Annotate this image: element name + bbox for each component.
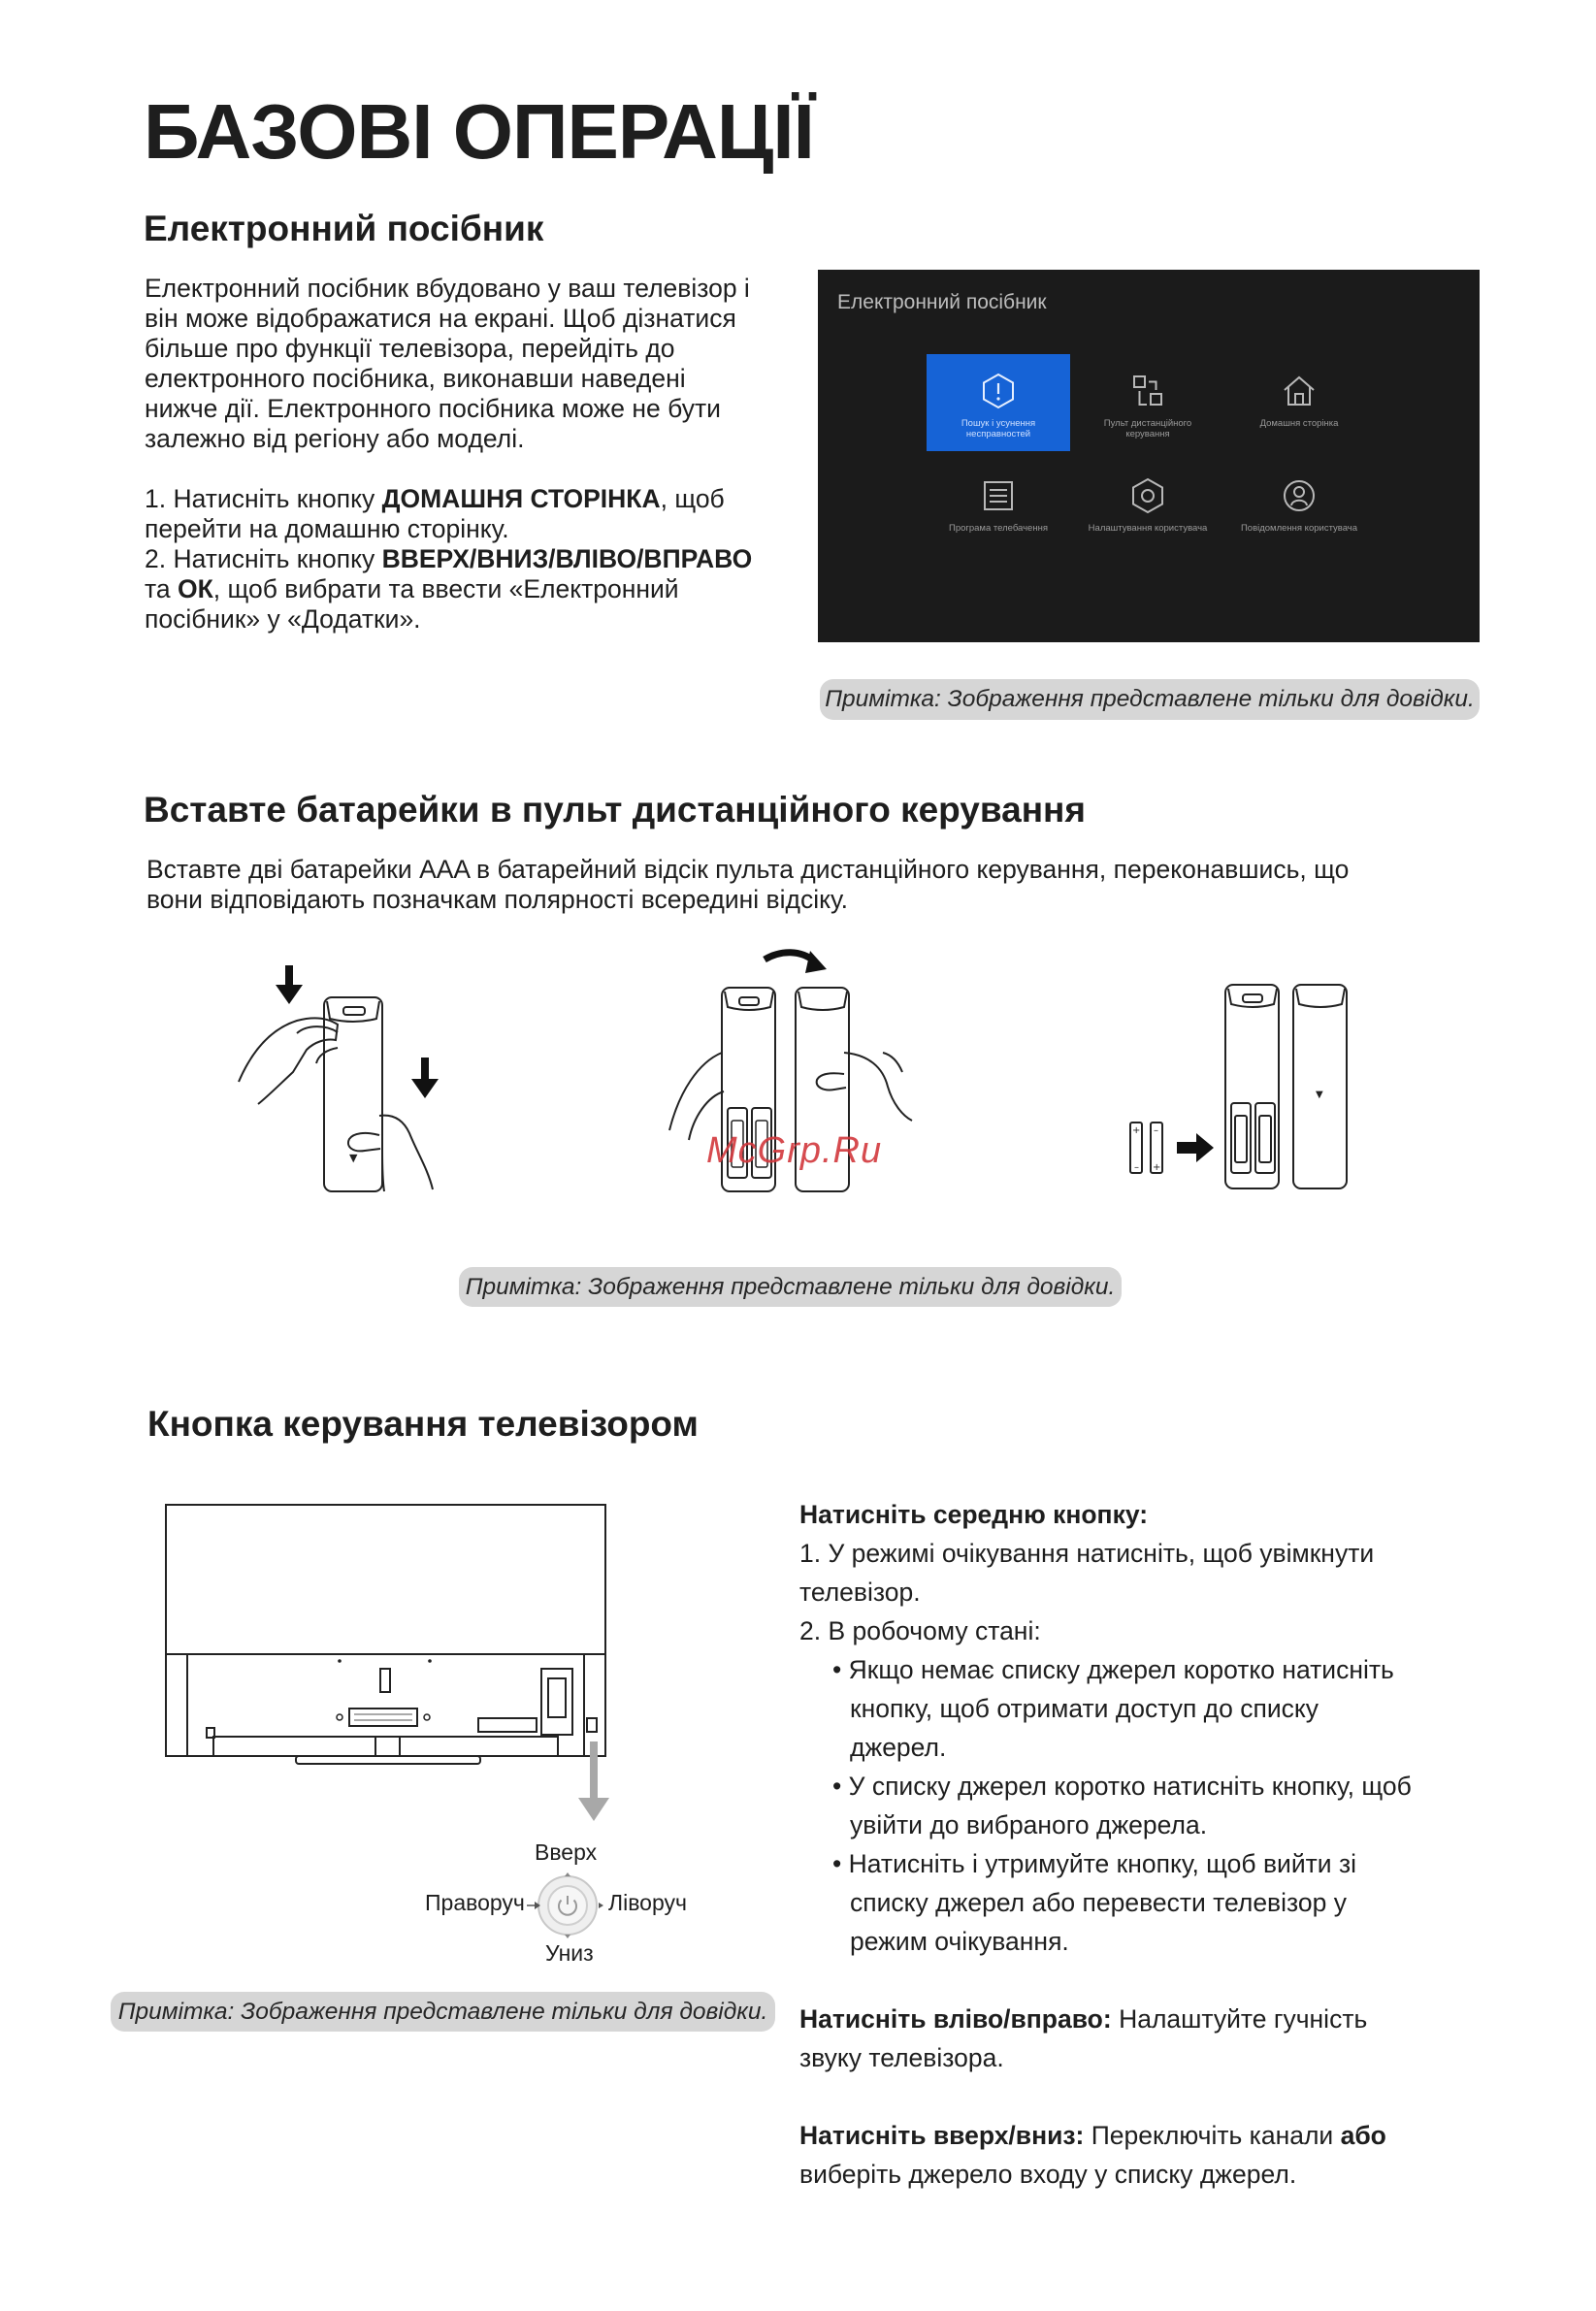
tile-label: Програма телебачення xyxy=(949,523,1048,534)
e-manual-screen xyxy=(818,270,1480,642)
tile-label: Пошук і усунення несправностей xyxy=(961,418,1036,439)
arrow-down-icon xyxy=(576,1741,611,1829)
note-tv-button: Примітка: Зображення представлене тільки для довідки. xyxy=(111,1992,775,2032)
middle-step-1: 1. У режимі очікування натисніть, щоб увімкнути телевізор. xyxy=(799,1539,1375,1607)
tile-label: Пульт дистанційного керування xyxy=(1103,418,1192,439)
svg-text:▼: ▼ xyxy=(1316,1090,1323,1100)
middle-button-heading: Натисніть середню кнопку: xyxy=(799,1500,1149,1529)
note-manual: Примітка: Зображення представлене тільки для довідки. xyxy=(820,679,1480,720)
tile-troubleshooting[interactable] xyxy=(927,354,1070,451)
home-icon xyxy=(1280,372,1319,410)
tv-rear-illustration xyxy=(160,1499,616,1790)
watermark: McGrp.Ru xyxy=(706,1130,883,1171)
left-right-instruction: Натисніть вліво/вправо: Налаштуйте гучність звуку телевізора. xyxy=(799,2004,1368,2072)
battery-text: Вставте дві батарейки AAA в батарейний відсік пульта дистанційного керування, переконавшись, що вони відповідають позначкам полярності всередині відсіку. xyxy=(147,855,1350,914)
direction-right-label: Ліворуч xyxy=(608,1890,687,1915)
manual-heading: Електронний посібник xyxy=(144,209,544,248)
direction-left-label: Праворуч xyxy=(425,1890,525,1915)
svg-text:+: + xyxy=(1153,1162,1161,1173)
page-title: БАЗОВІ ОПЕРАЦІЇ xyxy=(144,88,814,175)
tile-home[interactable] xyxy=(1227,354,1371,451)
tile-user-settings[interactable] xyxy=(1076,459,1220,556)
note-battery: Примітка: Зображення представлене тільки для довідки. xyxy=(459,1267,1122,1307)
direction-down-label: Униз xyxy=(545,1940,594,1966)
manual-step-2: 2. Натисніть кнопку ВВЕРХ/ВНИЗ/ВЛІВО/ВПРАВО та ОК, щоб вибрати та ввести «Електронний посібник» у «Додатки». xyxy=(145,544,753,634)
direction-up-label: Вверх xyxy=(535,1839,598,1865)
manual-text xyxy=(145,274,765,635)
svg-text:–: – xyxy=(1134,1162,1139,1173)
manual-intro: Електронний посібник вбудовано у ваш телевізор і він може відображатися на екрані. Щоб дізнатися більше про функції телевізора, перейдіть до електронного посібника, виконавши наведені нижче дії. Електронного посібника може не бути залежно від регіону або моделі. xyxy=(145,274,750,453)
bullet-item: • У списку джерел коротко натисніть кнопку, щоб увійти до вибраного джерела. xyxy=(832,1772,1412,1839)
tile-remote-control[interactable] xyxy=(1076,354,1220,451)
tile-label: Налаштування користувача xyxy=(1088,523,1208,534)
svg-text:▼: ▼ xyxy=(349,1152,358,1164)
alert-hexagon-icon xyxy=(979,372,1018,410)
bullet-item: • Якщо немає списку джерел коротко натисніть кнопку, щоб отримати доступ до списку джерел. xyxy=(832,1655,1394,1762)
tile-label: Домашня сторінка xyxy=(1259,418,1339,429)
tv-button-instructions xyxy=(799,1495,1420,2194)
tv-button-heading: Кнопка керування телевізором xyxy=(147,1404,699,1444)
svg-text:+: + xyxy=(1132,1125,1141,1136)
battery-step-1-illustration xyxy=(229,960,472,1203)
joystick-button[interactable] xyxy=(527,1872,604,1938)
tile-label: Повідомлення користувача xyxy=(1240,523,1358,534)
battery-step-3-illustration xyxy=(1121,975,1353,1193)
middle-step-2: 2. В робочому стані: xyxy=(799,1616,1041,1645)
settings-hexagon-icon xyxy=(1128,476,1167,515)
manual-step-1: 1. Натисніть кнопку ДОМАШНЯ СТОРІНКА, щоб перейти на домашню сторінку. xyxy=(145,484,725,543)
remote-grid-icon xyxy=(1128,372,1167,410)
up-down-instruction: Натисніть вверх/вниз: Переключіть канали або виберіть джерело входу у списку джерел. xyxy=(799,2121,1386,2189)
tile-user-messages[interactable] xyxy=(1227,459,1371,556)
svg-text:–: – xyxy=(1154,1125,1158,1136)
user-circle-icon xyxy=(1280,476,1319,515)
battery-heading: Вставте батарейки в пульт дистанційного керування xyxy=(144,790,1086,830)
screen-title: Електронний посібник xyxy=(837,291,1047,313)
tv-guide-icon xyxy=(979,476,1018,515)
tile-tv-guide[interactable] xyxy=(927,459,1070,556)
bullet-item: • Натисніть і утримуйте кнопку, щоб вийти зі списку джерел або перевести телевізор у режим очікування. xyxy=(832,1849,1356,1956)
